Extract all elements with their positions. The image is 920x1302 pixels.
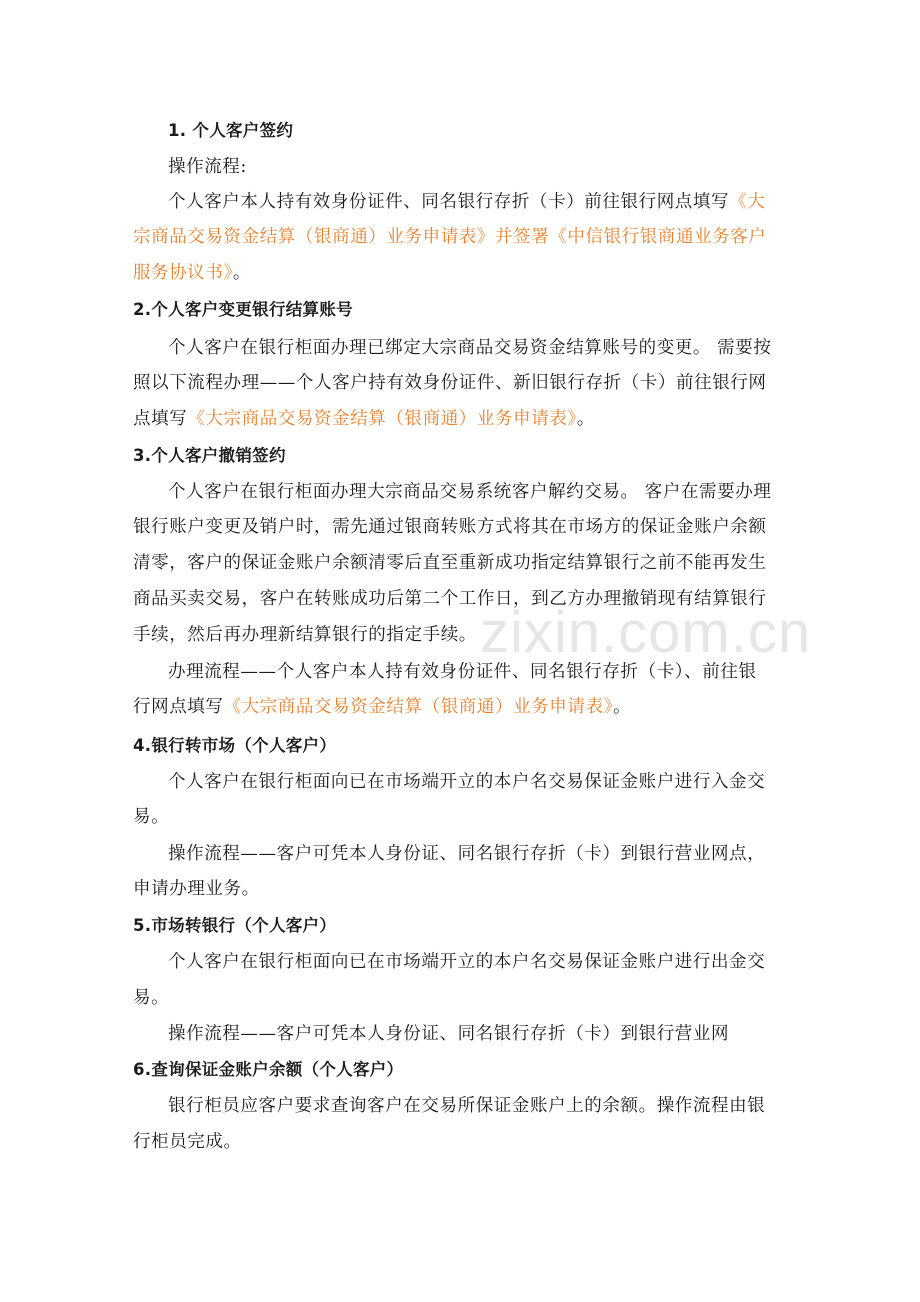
section-1-paragraph-line (133, 258, 793, 288)
section-5-paragraph-line: 个人客户在银行柜面向已在市场端开立的本户名交易保证金账户进行出金交 (168, 952, 766, 972)
section-3-paragraph-line: 办理流程——个人客户本人持有效身份证件、同名银行存折（卡）、前往银 (168, 662, 757, 682)
section-4-paragraph-line: 易。 (133, 807, 170, 827)
section-1-paragraph-line (168, 187, 793, 217)
section-2-paragraph-line (133, 404, 793, 434)
section-4-heading: 4.银行转市场（个人客户） (133, 736, 337, 755)
section-3-paragraph-line: 清零，客户的保证金账户余额清零后直至重新成功指定结算银行之前不能再发生 (133, 553, 767, 573)
section-2-paragraph-line: 照以下流程办理——个人客户持有效身份证件、新旧银行存折（卡）前往银行网 (133, 373, 767, 393)
section-5-paragraph-line: 易。 (133, 988, 170, 1008)
section-4-paragraph-line: 个人客户在银行柜面向已在市场端开立的本户名交易保证金账户进行入金交 (168, 772, 766, 792)
text-run: 个人客户本人持有效身份证件、同名银行存折（卡）前往银行网点填写 (168, 192, 730, 212)
section-4-paragraph-line: 操作流程——客户可凭本人身份证、同名银行存折（卡）到银行营业网点， (168, 844, 766, 864)
section-3-paragraph-line: 银行账户变更及销户时，需先通过银商转账方式将其在市场方的保证金账户余额 (133, 517, 767, 537)
section-3-paragraph-line: 商品买卖交易，客户在转账成功后第二个工作日，到乙方办理撤销现有结算银行 (133, 589, 767, 609)
section-1-heading: 1. 个人客户签约 (168, 121, 294, 140)
text-run: 。 (232, 263, 251, 283)
section-1-label: 操作流程: (168, 157, 247, 177)
section-2-paragraph-line: 个人客户在银行柜面办理已绑定大宗商品交易资金结算账号的变更。 需要按 (168, 338, 772, 358)
section-4-paragraph-line: 申请办理业务。 (133, 879, 260, 899)
text-run: 点填写 (133, 409, 188, 429)
section-6-paragraph-line: 银行柜员应客户要求查询客户在交易所保证金账户上的余额。操作流程由银 (168, 1096, 766, 1116)
highlighted-text: 《大宗商品交易资金结算（银商通）业务申请表》 (223, 697, 613, 717)
text-run: 。 (612, 697, 632, 717)
section-5-paragraph-line: 操作流程——客户可凭本人身份证、同名银行存折（卡）到银行营业网 (168, 1024, 730, 1044)
section-3-paragraph-line: 手续，然后再办理新结算银行的指定手续。 (133, 625, 477, 645)
section-1-paragraph-line: 宗商品交易资金结算（银商通）业务申请表》并签署《中信银行银商通业务客户 (133, 227, 767, 247)
text-run: 。 (576, 409, 595, 429)
section-5-heading: 5.市场转银行（个人客户） (133, 916, 337, 935)
watermark: zixin.com.cn (480, 600, 812, 665)
text-run: 行网点填写 (133, 697, 224, 717)
section-3-heading: 3.个人客户撤销签约 (133, 446, 286, 465)
section-6-paragraph-line: 行柜员完成。 (133, 1132, 242, 1152)
highlighted-text: 服务协议书》 (133, 263, 233, 283)
highlighted-text: 《大 (729, 192, 766, 212)
section-3-paragraph-line (133, 692, 793, 722)
section-2-heading: 2.个人客户变更银行结算账号 (133, 300, 353, 319)
highlighted-text: 《大宗商品交易资金结算（银商通）业务申请表》 (187, 409, 577, 429)
section-6-heading: 6.查询保证金账户余额（个人客户） (133, 1060, 404, 1079)
section-3-paragraph-line: 个人客户在银行柜面办理大宗商品交易系统客户解约交易。 客户在需要办理 (168, 482, 772, 502)
